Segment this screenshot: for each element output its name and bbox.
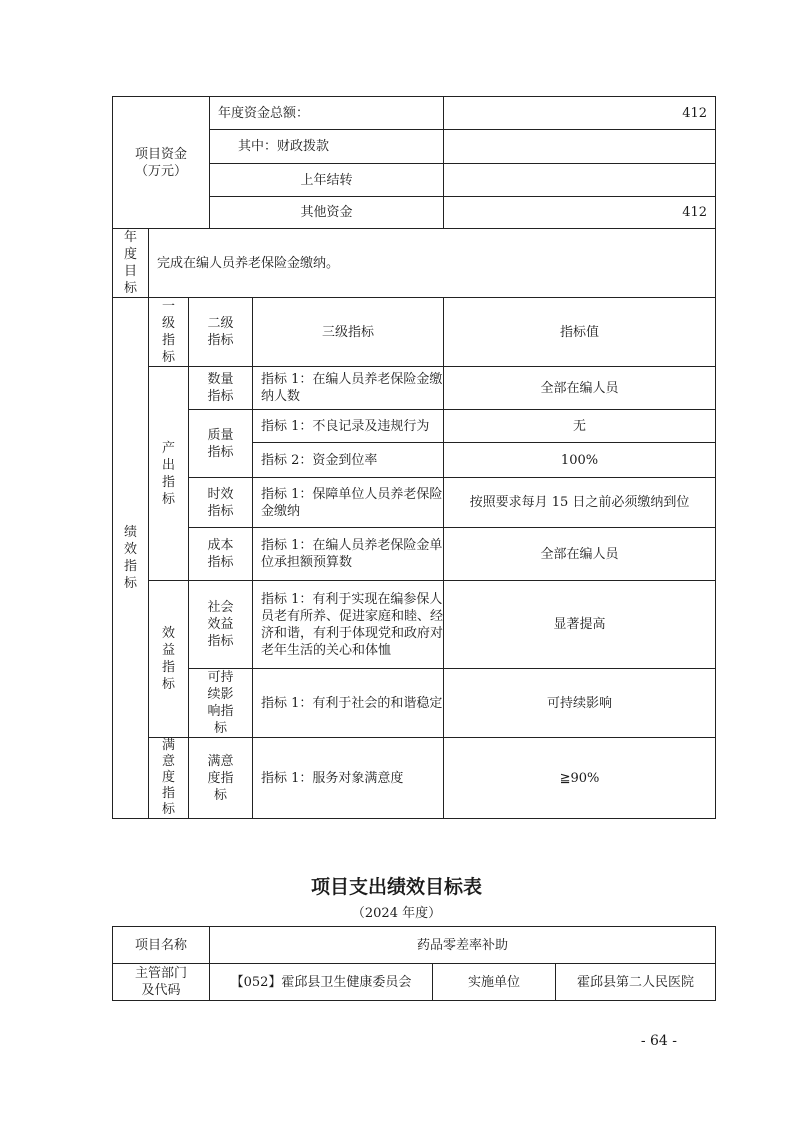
satisfaction-level1-label: 满意度指标 <box>149 738 189 819</box>
social-benefit-label: 社会效益指标 <box>189 581 253 669</box>
quality-indicator-label: 质量指标 <box>189 410 253 478</box>
cost-indicator-label: 成本指标 <box>189 528 253 581</box>
header-value: 指标值 <box>444 298 716 367</box>
annual-goal-label: 年度目标 <box>113 229 149 298</box>
implementing-unit-value: 霍邱县第二人民医院 <box>556 964 716 1001</box>
satisfaction-value: ≧90% <box>444 738 716 819</box>
other-funds-value: 412 <box>444 197 716 229</box>
department-value: 【052】霍邱县卫生健康委员会 <box>210 964 433 1001</box>
satisfaction-indicator: 指标 1：服务对象满意度 <box>253 738 444 819</box>
fiscal-funds-label: 其中：财政拨款 <box>210 130 444 164</box>
social-benefit-indicator: 指标 1：有利于实现在编参保人员老有所养、促进家庭和睦、经济和谐，有利于体现党和政府对老年生活的关心和体恤 <box>253 581 444 669</box>
total-funds-label: 年度资金总额： <box>210 97 444 130</box>
quality-value-1: 无 <box>444 410 716 443</box>
second-table-title: 项目支出绩效目标表 <box>310 876 482 898</box>
social-benefit-value: 显著提高 <box>444 581 716 669</box>
fiscal-funds-value <box>444 130 716 164</box>
quantity-indicator: 指标 1：在编人员养老保险金缴纳人数 <box>253 367 444 410</box>
sustainability-value: 可持续影响 <box>444 669 716 738</box>
timeliness-indicator: 指标 1：保障单位人员养老保险金缴纳 <box>253 478 444 528</box>
annual-goal-text: 完成在编人员养老保险金缴纳。 <box>149 229 716 298</box>
project-name-value: 药品零差率补助 <box>210 927 716 964</box>
carryover-label: 上年结转 <box>210 164 444 197</box>
page-number: - 64 - <box>640 1033 677 1049</box>
quality-value-2: 100% <box>444 443 716 478</box>
sustainability-indicator: 指标 1：有利于社会的和谐稳定 <box>253 669 444 738</box>
quantity-value: 全部在编人员 <box>444 367 716 410</box>
quality-indicator-1: 指标 1：不良记录及违规行为 <box>253 410 444 443</box>
quality-indicator-2: 指标 2：资金到位率 <box>253 443 444 478</box>
department-label: 主管部门及代码 <box>113 964 210 1001</box>
cost-value: 全部在编人员 <box>444 528 716 581</box>
project-name-label: 项目名称 <box>113 927 210 964</box>
performance-indicator-label: 绩效指标 <box>113 298 149 819</box>
timeliness-indicator-label: 时效指标 <box>189 478 253 528</box>
header-level3: 三级指标 <box>253 298 444 367</box>
cost-indicator: 指标 1：在编人员养老保险金单位承担额预算数 <box>253 528 444 581</box>
header-level2: 二级指标 <box>189 298 253 367</box>
sustainability-label: 可持续影响指标 <box>189 669 253 738</box>
performance-table <box>112 96 716 819</box>
carryover-value <box>444 164 716 197</box>
funds-row-label: 项目资金（万元） <box>113 97 210 229</box>
other-funds-label: 其他资金 <box>210 197 444 229</box>
implementing-unit-label: 实施单位 <box>433 964 556 1001</box>
output-indicator-label: 产出指标 <box>149 367 189 581</box>
quantity-indicator-label: 数量指标 <box>189 367 253 410</box>
project-info-table <box>112 926 716 1001</box>
benefit-indicator-label: 效益指标 <box>149 581 189 738</box>
header-level1: 一级指标 <box>149 298 189 367</box>
second-table-subtitle: （2024 年度） <box>351 906 442 921</box>
satisfaction-level2-label: 满意度指标 <box>189 738 253 819</box>
timeliness-value: 按照要求每月 15 日之前必须缴纳到位 <box>444 478 716 528</box>
total-funds-value: 412 <box>444 97 716 130</box>
